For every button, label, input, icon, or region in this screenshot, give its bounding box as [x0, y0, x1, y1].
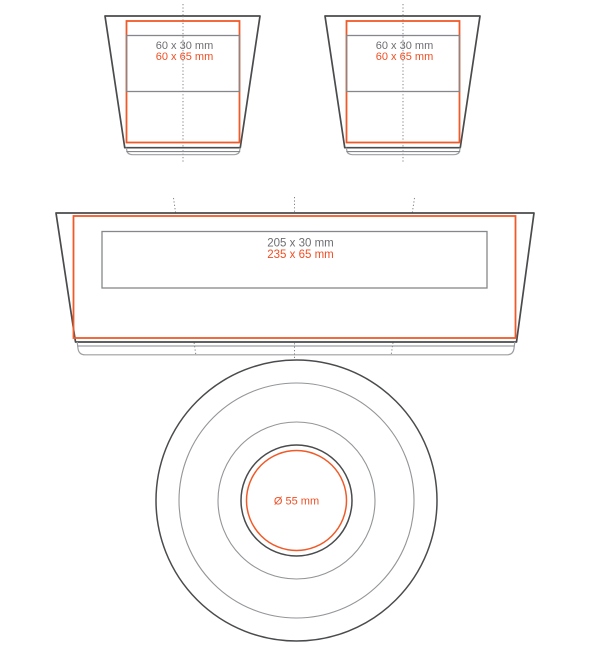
bottom-view	[156, 360, 437, 641]
base-band-outline	[77, 342, 515, 355]
label-standard-size: 60 x 30 mm	[375, 39, 434, 52]
label-diameter: Ø 55 mm	[273, 495, 320, 508]
label-max-size: 60 x 65 mm	[375, 51, 434, 64]
front-view-left	[105, 4, 260, 163]
unrolled-surface-outline	[56, 213, 534, 342]
label-standard-size: 60 x 30 mm	[155, 39, 214, 52]
wraparound-view	[56, 197, 534, 359]
label-standard-size: 205 x 30 mm	[267, 237, 334, 250]
front-view-right	[325, 4, 480, 163]
label-max-size: 60 x 65 mm	[155, 51, 214, 64]
label-max-size: 235 x 65 mm	[267, 249, 334, 261]
